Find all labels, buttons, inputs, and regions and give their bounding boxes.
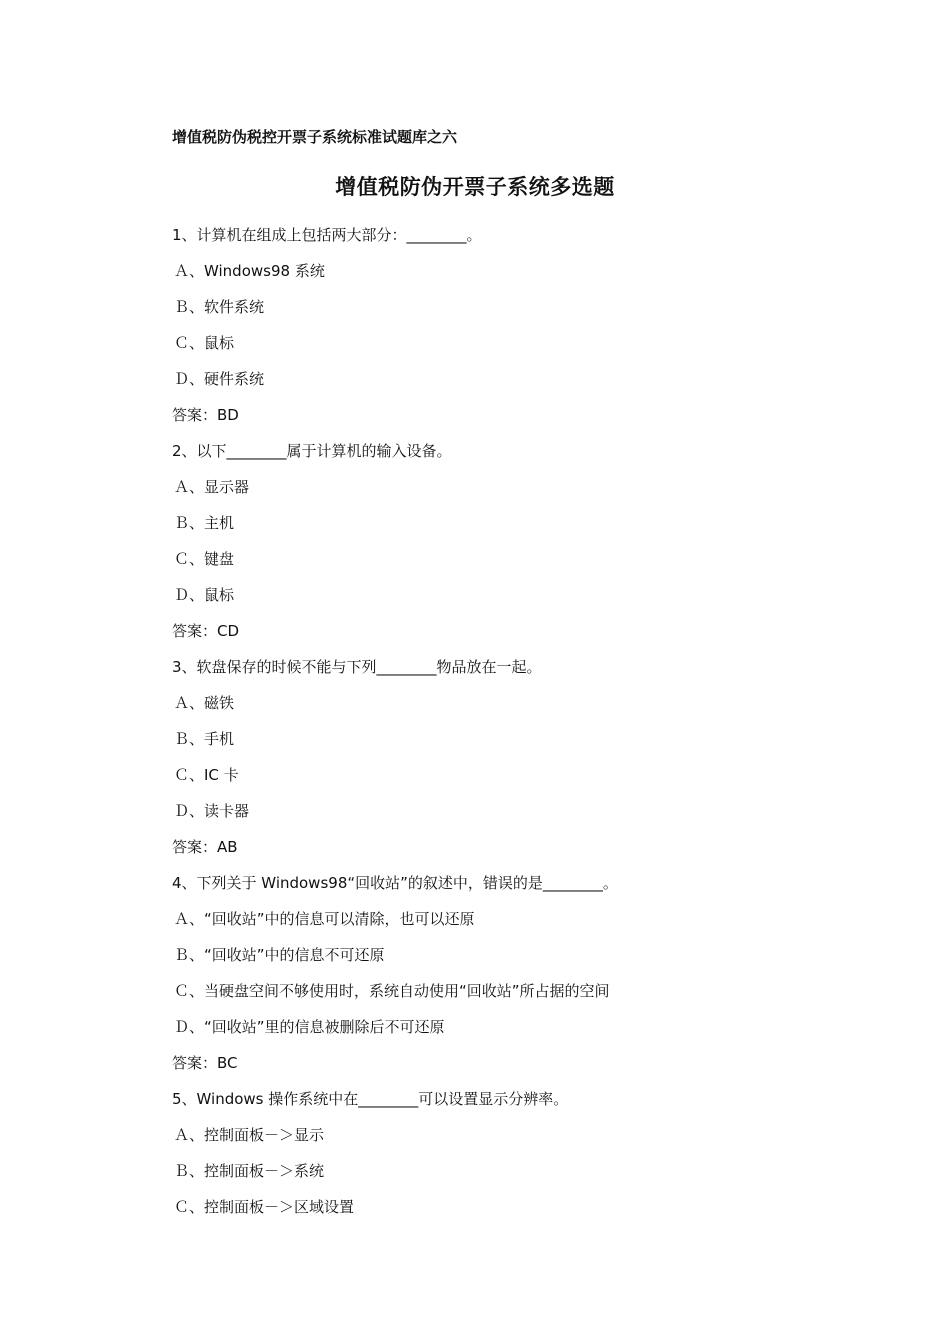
question-text: 5、Windows 操作系统中在________可以设置显示分辨率。 (172, 1090, 569, 1108)
question-text: 3、软盘保存的时候不能与下列________物品放在一起。 (172, 658, 542, 676)
option-a: Ａ、“回收站”中的信息可以清除，也可以还原 (174, 910, 475, 928)
header-title: 增值税防伪税控开票子系统标准试题库之六 (172, 128, 458, 146)
main-title: 增值税防伪开票子系统多选题 (335, 175, 615, 199)
option-c: Ｃ、IC 卡 (174, 766, 239, 784)
question-text: 4、下列关于 Windows98“回收站”的叙述中，错误的是________。 (172, 874, 618, 892)
option-b: Ｂ、“回收站”中的信息不可还原 (174, 946, 385, 964)
question-text: 1、计算机在组成上包括两大部分：________。 (172, 226, 482, 244)
option-d: Ｄ、鼠标 (174, 586, 235, 604)
option-c: Ｃ、控制面板－＞区域设置 (174, 1198, 355, 1216)
question-list (172, 222, 792, 1230)
option-a: Ａ、控制面板－＞显示 (174, 1126, 325, 1144)
answer-text: 答案：AB (172, 838, 238, 856)
option-d: Ｄ、读卡器 (174, 802, 250, 820)
option-b: Ｂ、主机 (174, 514, 235, 532)
answer-text: 答案：CD (172, 622, 240, 640)
option-b: Ｂ、控制面板－＞系统 (174, 1162, 325, 1180)
option-c: Ｃ、当硬盘空间不够使用时，系统自动使用“回收站”所占据的空间 (174, 982, 610, 1000)
option-a: Ａ、显示器 (174, 478, 250, 496)
option-b: Ｂ、手机 (174, 730, 235, 748)
option-b: Ｂ、软件系统 (174, 298, 265, 316)
option-a: Ａ、磁铁 (174, 694, 235, 712)
option-d: Ｄ、硬件系统 (174, 370, 265, 388)
option-d: Ｄ、“回收站”里的信息被删除后不可还原 (174, 1018, 445, 1036)
option-c: Ｃ、键盘 (174, 550, 235, 568)
answer-text: 答案：BC (172, 1054, 238, 1072)
answer-text: 答案：BD (172, 406, 239, 424)
question-text: 2、以下________属于计算机的输入设备。 (172, 442, 452, 460)
option-c: Ｃ、鼠标 (174, 334, 235, 352)
option-a: Ａ、Windows98 系统 (174, 262, 325, 280)
